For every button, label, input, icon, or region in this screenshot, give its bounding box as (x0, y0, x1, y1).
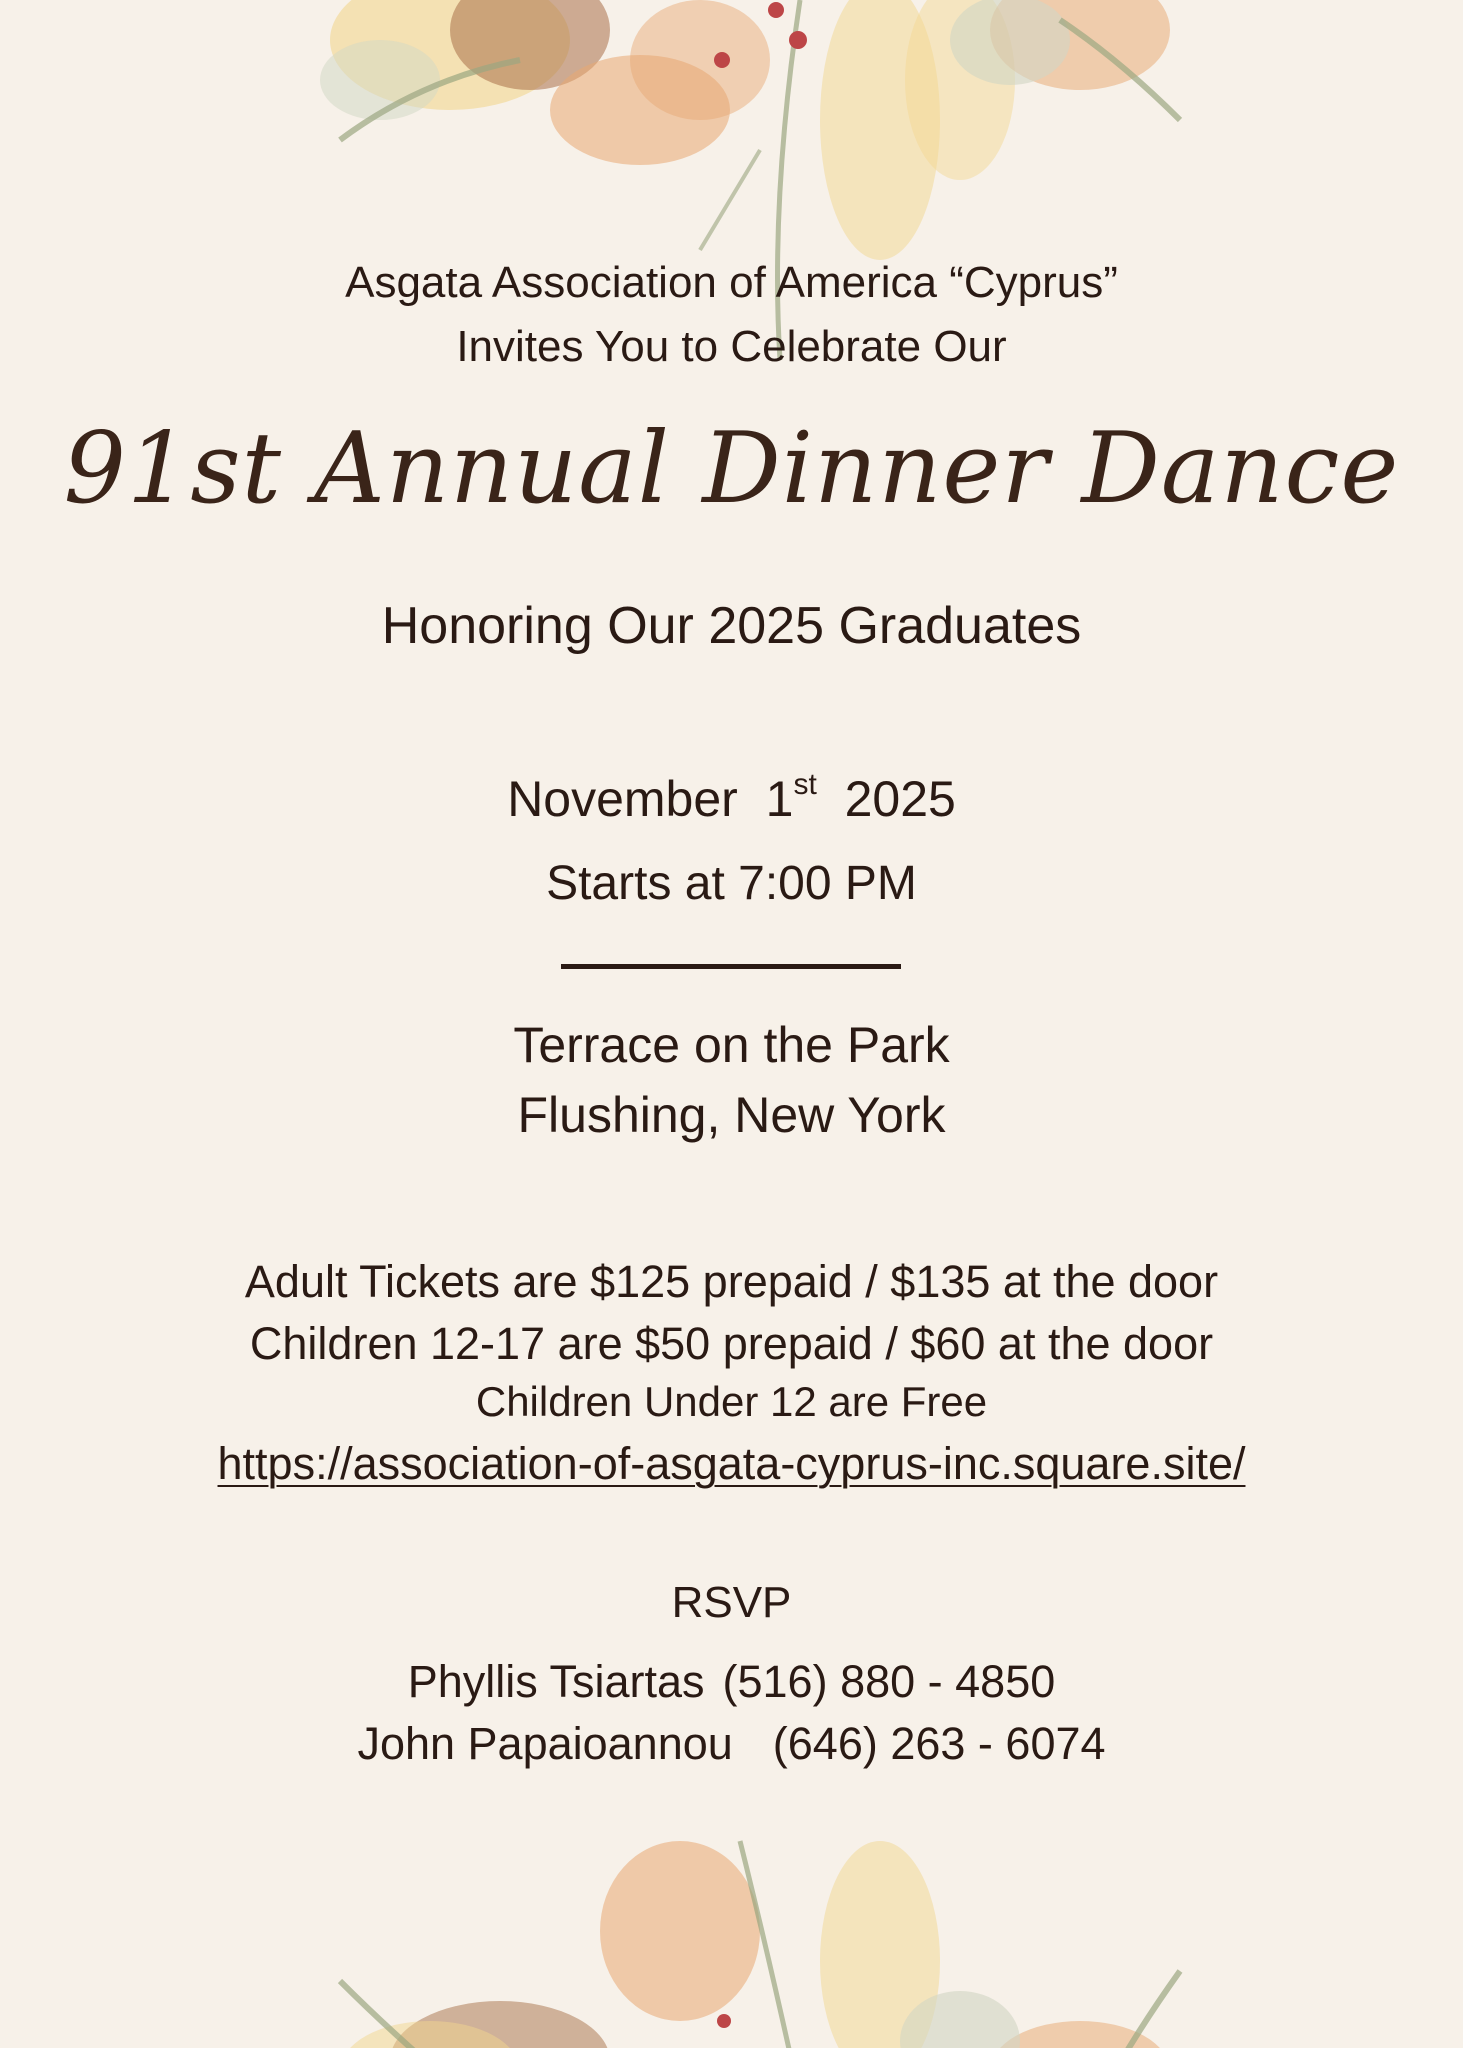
venue-name: Terrace on the Park (513, 1017, 950, 1073)
host-line: Asgata Association of America “Cyprus” (345, 258, 1118, 307)
divider (561, 964, 901, 969)
contact-name: John Papaioannou (357, 1718, 733, 1769)
date-month: November (507, 771, 738, 827)
venue-location: Flushing, New York (517, 1087, 946, 1143)
date-year: 2025 (844, 771, 956, 827)
contact-name: Phyllis Tsiartas (407, 1656, 705, 1707)
floral-decoration-bottom (0, 1790, 1463, 2048)
ticket-url-line (0, 1438, 1463, 1490)
start-time: Starts at 7:00 PM (546, 857, 917, 910)
contact-phone[interactable]: (646) 263 - 6074 (772, 1718, 1106, 1769)
date-day-suffix: st (793, 768, 817, 802)
rsvp-heading: RSVP (671, 1578, 792, 1627)
children-ticket-price: Children 12-17 are $50 prepaid / $60 at the door (249, 1318, 1214, 1369)
invite-line: Invites You to Celebrate Our (456, 322, 1007, 371)
event-title: 91st Annual Dinner Dance (63, 412, 1400, 526)
rsvp-contact (0, 1656, 1463, 1708)
adult-ticket-price: Adult Tickets are $125 prepaid / $135 at the door (244, 1256, 1219, 1307)
rsvp-contact (0, 1718, 1463, 1770)
ticket-url-link[interactable]: https://association-of-asgata-cyprus-inc.square.site/ (217, 1438, 1246, 1489)
honoring-line: Honoring Our 2025 Graduates (381, 597, 1082, 655)
date-day: 1 (765, 771, 794, 827)
contact-phone[interactable]: (516) 880 - 4850 (722, 1656, 1056, 1707)
children-under-12-note: Children Under 12 are Free (475, 1378, 988, 1425)
event-date (0, 770, 1463, 828)
